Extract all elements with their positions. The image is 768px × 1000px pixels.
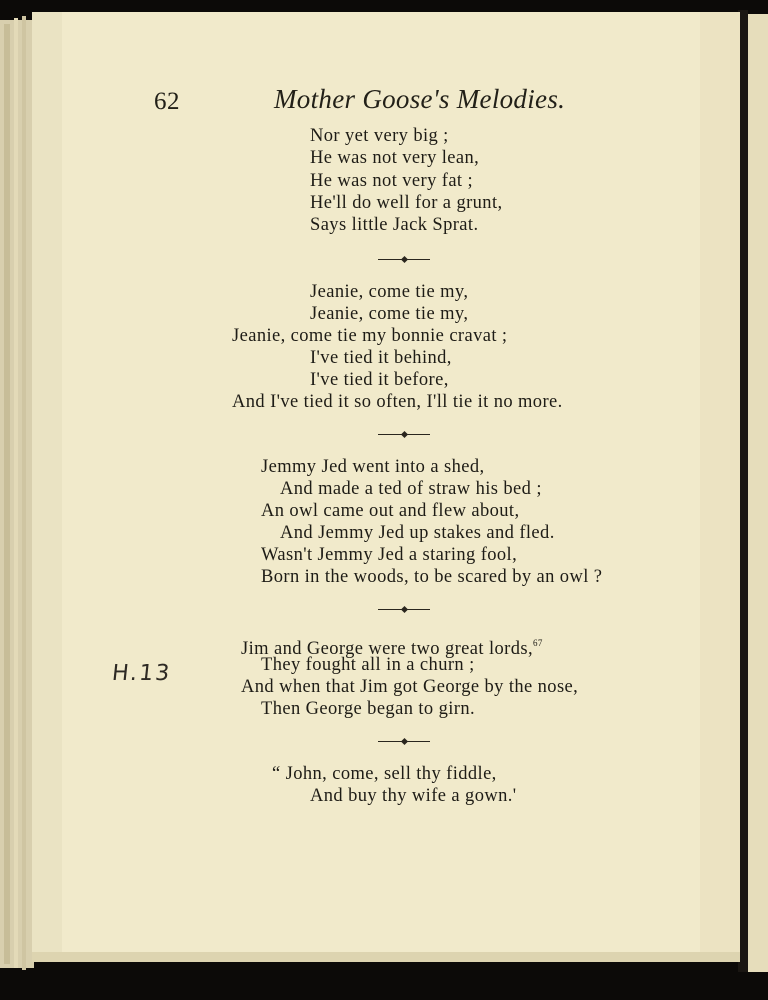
handwritten-margin-note: H.13 — [110, 661, 173, 686]
poem-line: And buy thy wife a gown.' — [310, 786, 517, 806]
poem-line: Jeanie, come tie my, — [310, 304, 469, 324]
poem-line: He was not very fat ; — [310, 171, 474, 191]
running-title: Mother Goose's Melodies. — [274, 84, 566, 114]
poem-line: Then George began to girn. — [261, 699, 476, 719]
section-divider — [378, 434, 430, 435]
poem-line: And when that Jim got George by the nose, — [241, 677, 579, 697]
poem-line: He'll do well for a grunt, — [310, 193, 503, 213]
page-header — [150, 84, 566, 120]
poem-line: “ John, come, sell thy fiddle, — [272, 764, 497, 784]
poem-line: They fought all in a churn ; — [261, 655, 475, 675]
poem-line: An owl came out and flew about, — [261, 501, 520, 521]
poem-line: I've tied it behind, — [310, 348, 452, 368]
page-number: 62 — [154, 88, 180, 115]
poem-line: And Jemmy Jed up stakes and fled. — [280, 523, 555, 543]
poem-line: Nor yet very big ; — [310, 126, 449, 146]
section-divider — [378, 259, 430, 260]
section-divider — [378, 609, 430, 610]
poem-line: Born in the woods, to be scared by an owl ? — [261, 567, 603, 587]
poem-line: And made a ted of straw his bed ; — [280, 479, 542, 499]
poem-line: Says little Jack Sprat. — [310, 215, 479, 235]
section-divider — [378, 741, 430, 742]
poem-line: I've tied it before, — [310, 370, 449, 390]
poem-line: Jemmy Jed went into a shed, — [261, 457, 485, 477]
poem-line: He was not very lean, — [310, 148, 480, 168]
footnote-marker: 67 — [533, 638, 543, 648]
poem-line: Jeanie, come tie my, — [310, 282, 469, 302]
poem-line: Wasn't Jemmy Jed a staring fool, — [261, 545, 518, 565]
poem-line: Jeanie, come tie my bonnie cravat ; — [232, 326, 508, 346]
poem-line-text: Jim and George were two great lords, — [241, 639, 533, 659]
poem-line: And I've tied it so often, I'll tie it no more. — [232, 392, 563, 412]
